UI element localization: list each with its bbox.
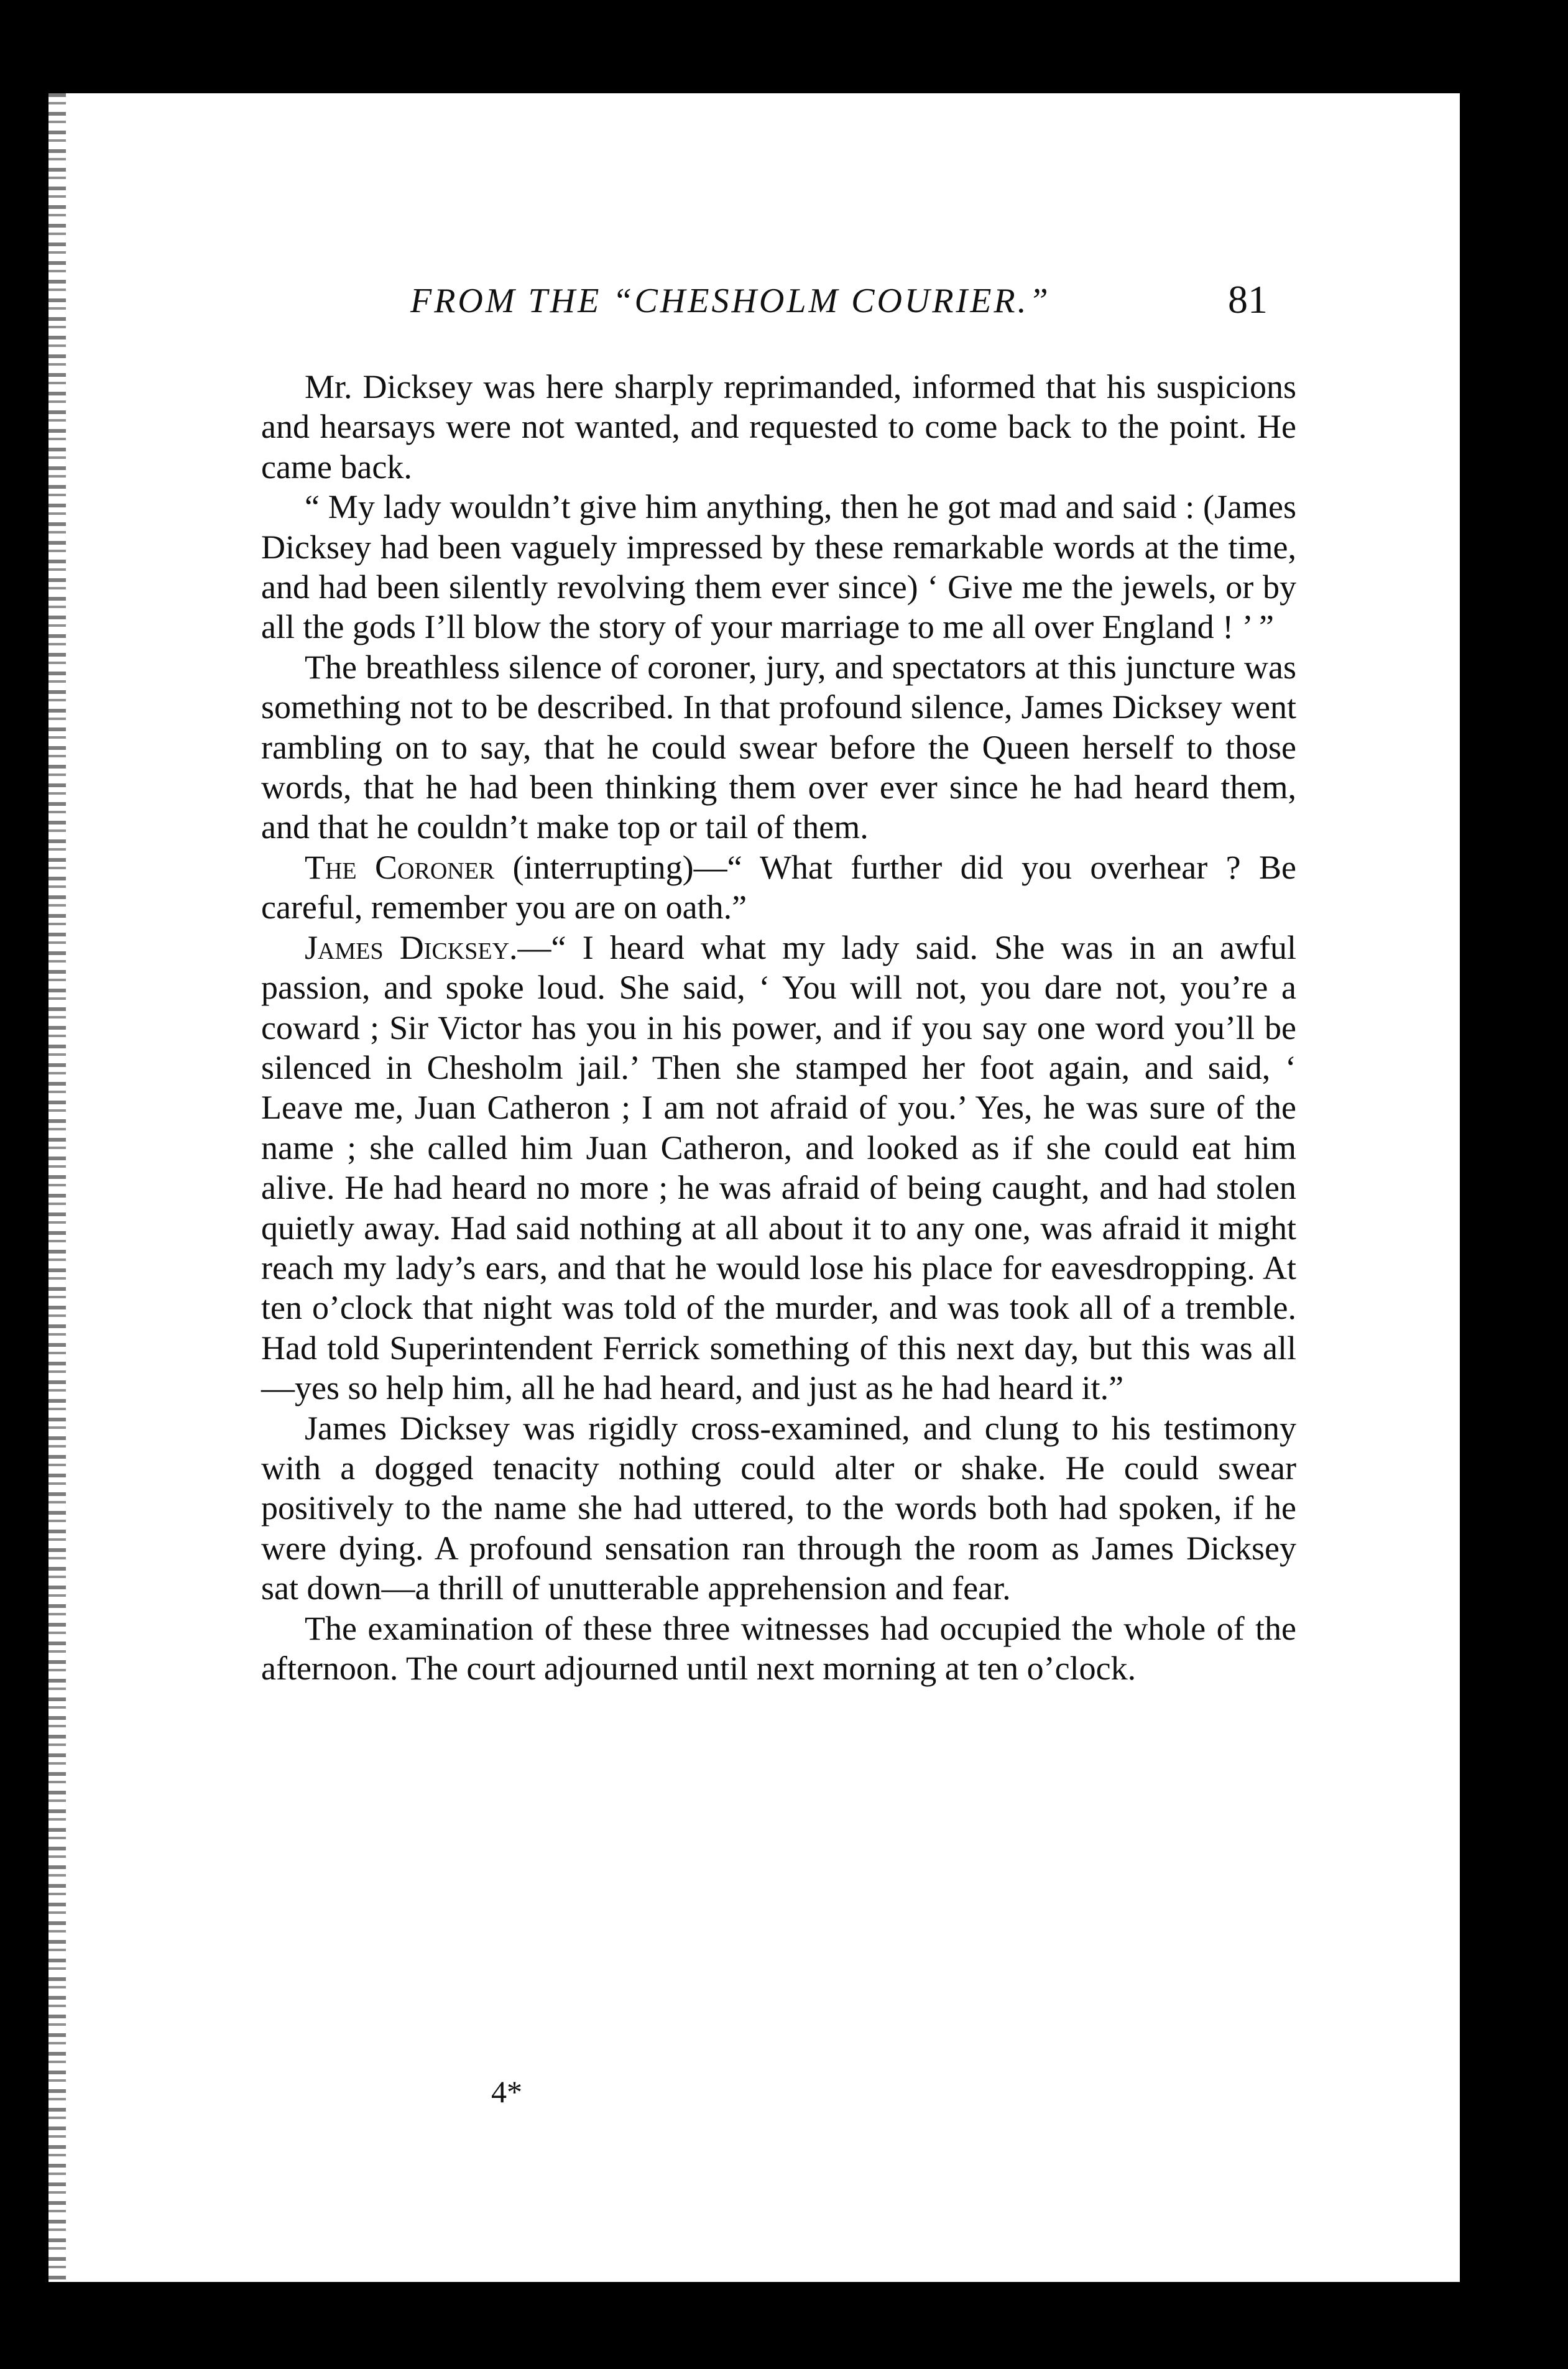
page-number: 81	[1228, 277, 1268, 321]
paragraph: James Dicksey was rigidly cross-examined, and clung to his testimony with a dogged tenacity nothing could alter or shake. He could swear positively to the name she had uttered, to the words both had spoken, if he were dying. A profound sensation ran through the room as James Dicksey sat down—a thrill of unutterable apprehension and fear.	[261, 1409, 1296, 1607]
speaker-name: James Dicksey.	[305, 928, 518, 966]
speech-text: (interrupting)—“ What further did you overhear ? Be careful, remember you are on oath.”	[261, 848, 1296, 926]
body-text	[261, 367, 1296, 1688]
dicksey-testimony	[261, 928, 1296, 1408]
paragraph: The breathless silence of coroner, jury, and spectators at this juncture was something not to be described. In that profound silence, James Dicksey went rambling on to say, that he could swear before the Queen herself to those words, that he had been thinking them over ever since he had heard them, and that he couldn’t make top or tail of them.	[261, 648, 1296, 846]
paragraph: “ My lady wouldn’t give him anything, then he got mad and said : (James Dicksey had been vaguely impressed by these remarkable words at the time, and had been silently revolving them ever since) ‘ Give me the jewels, or by all the gods I’ll blow the story of your marriage to me all over England ! ’ ”	[261, 488, 1296, 646]
signature-mark: 4*	[491, 2074, 522, 2109]
paragraph: The examination of these three witnesses had occupied the whole of the afternoon. The court adjourned until next morning at ten o’clock.	[261, 1609, 1296, 1687]
speaker-name: The Coroner	[305, 848, 495, 886]
speech-text: —“ I heard what my lady said. She was in an awful passion, and spoke loud. She said, ‘ You will not, you dare not, you’re a coward ; Sir Victor has you in his power, and if you say one word you’ll be silenced in Chesholm jail.’ Then she stamped her foot again, and said, ‘ Leave me, Juan Catheron ; I am not afraid of you.’ Yes, he was sure of the name ; she called him Juan Catheron, and looked as if she could eat him alive. He had heard no more ; he was afraid of being caught, and had stolen quietly away. Had said nothing at all about it to any one, was afraid it might reach my lady’s ears, and that he would lose his place for eavesdropping. At ten o’clock that night was told of the murder, and was took all of a tremble. Had told Superintendent Ferrick something of this next day, but this was all—yes so help him, all he had heard, and just as he had heard it.”	[261, 928, 1296, 1407]
paragraph: Mr. Dicksey was here sharply reprimanded, informed that his suspicions and hearsays were not wanted, and requested to come back to the point. He came back.	[261, 368, 1296, 486]
coroner-testimony	[261, 847, 1296, 928]
running-head: FROM THE “CHESHOLM COURIER.”	[410, 282, 1051, 320]
